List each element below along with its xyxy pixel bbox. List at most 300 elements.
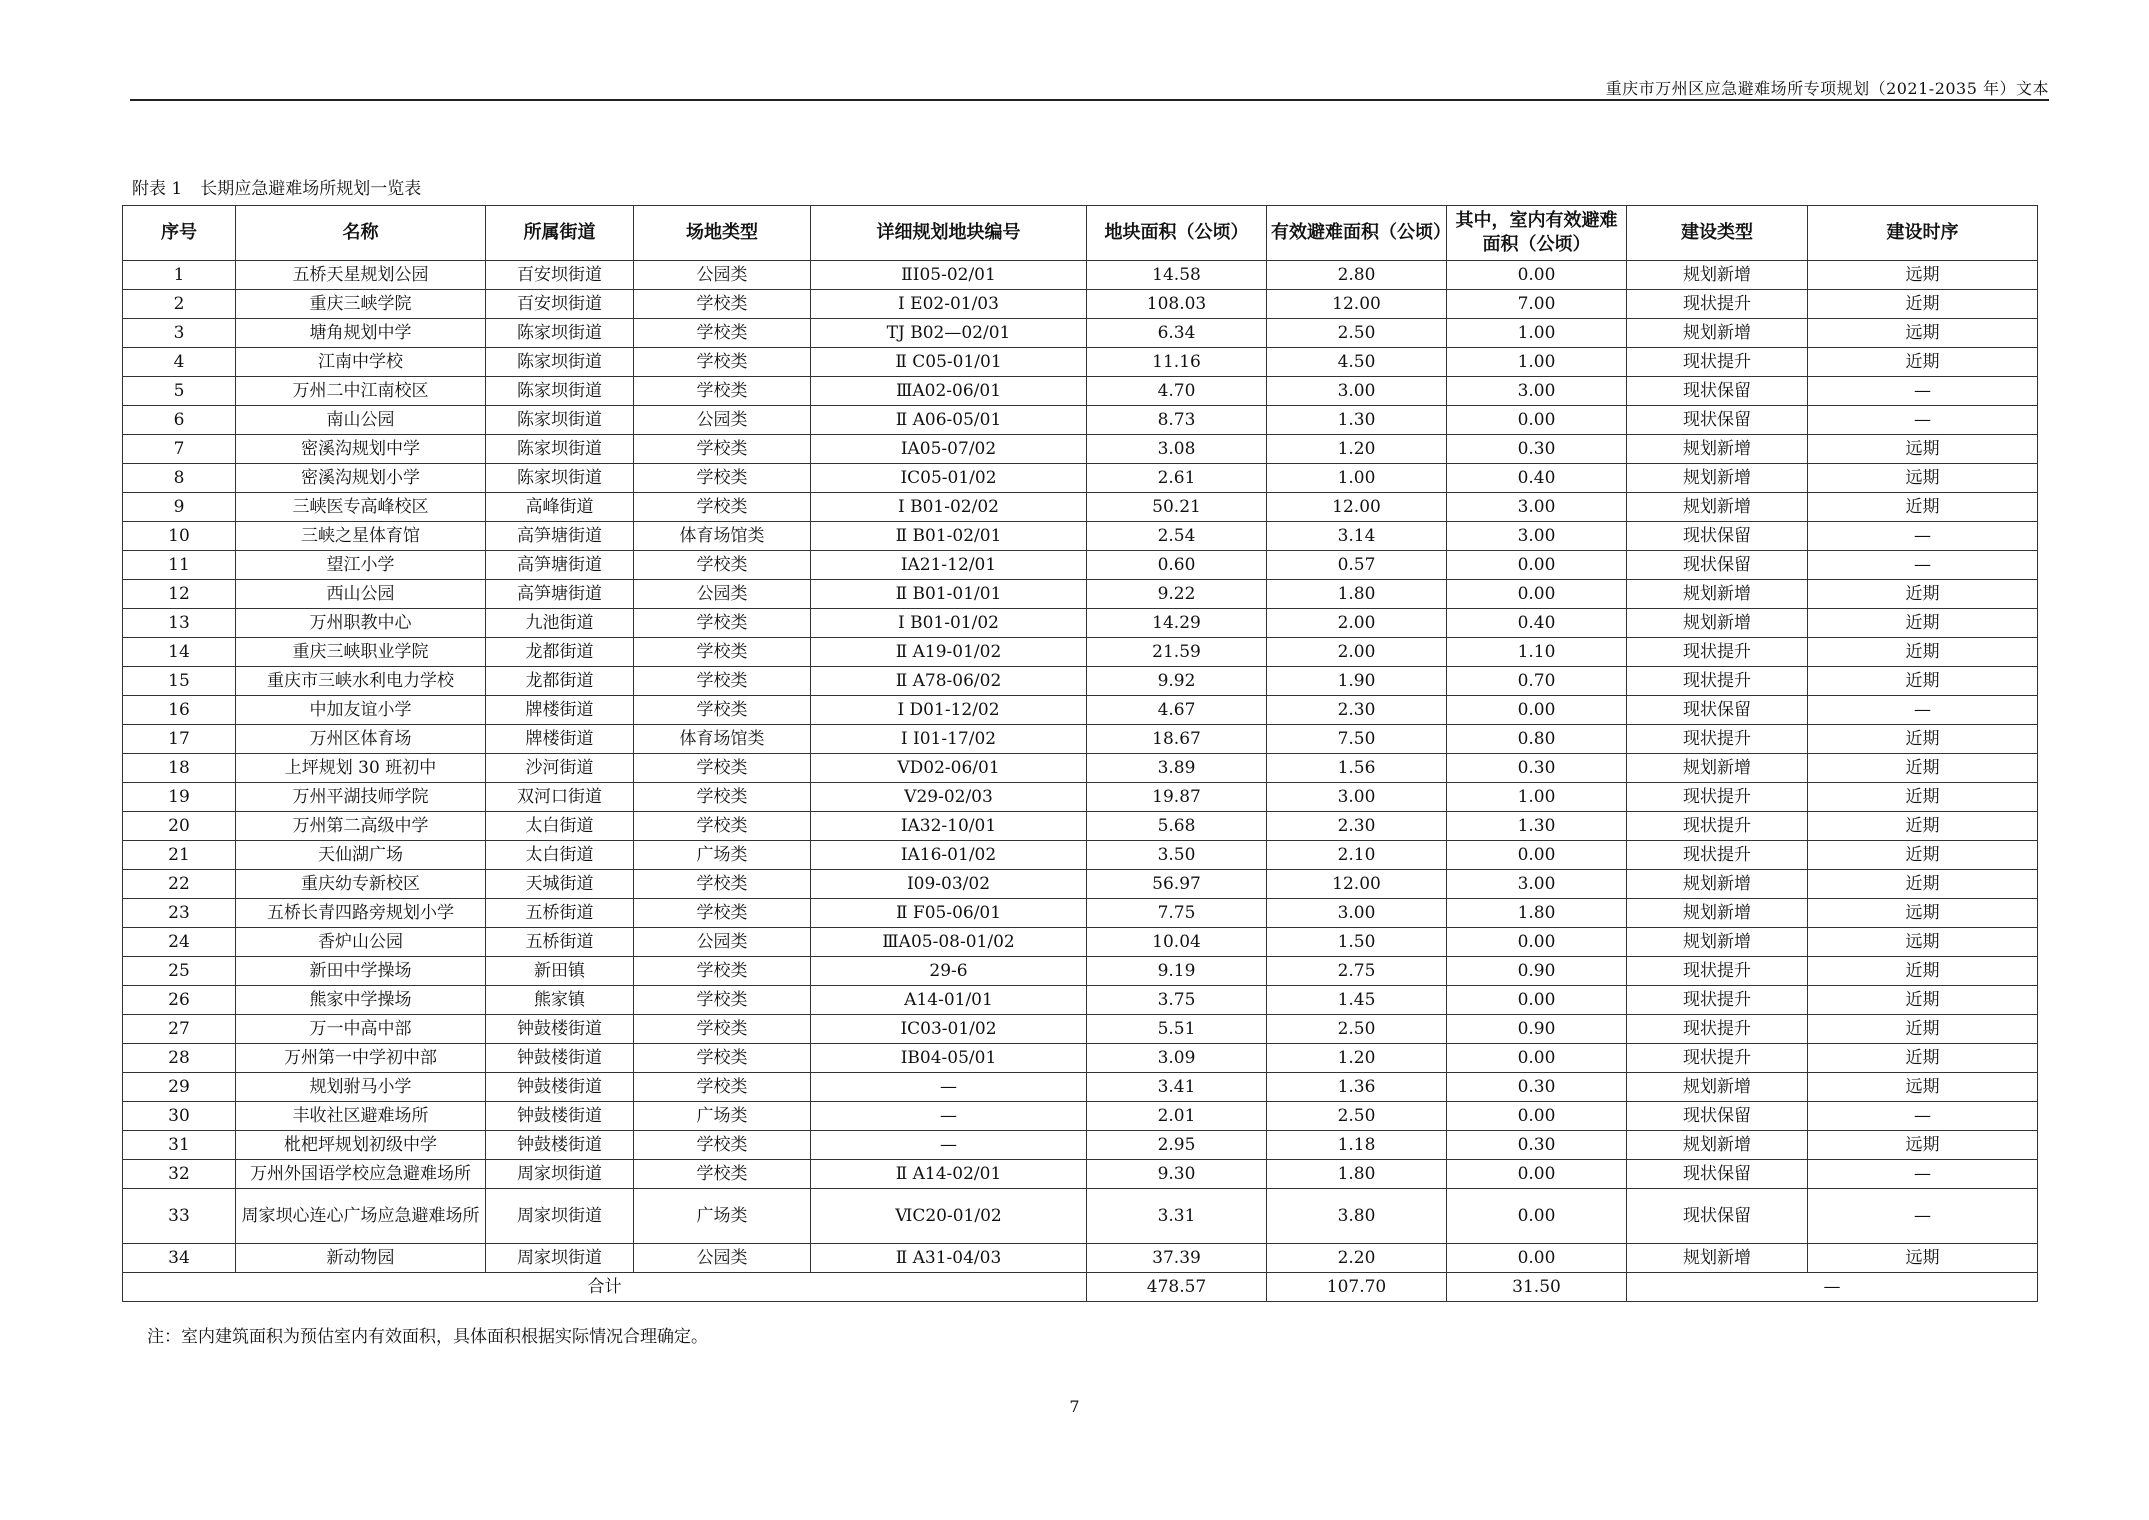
column-header: 名称	[236, 206, 486, 261]
plot-area-cell: 2.54	[1087, 522, 1267, 551]
plot-code-cell: Ⅴ29-02/03	[811, 783, 1087, 812]
indoor-area-cell: 0.70	[1447, 667, 1627, 696]
row-index-cell: 12	[123, 580, 236, 609]
construction-phase-cell: —	[1808, 1102, 2038, 1131]
site-name-cell: 万州区体育场	[236, 725, 486, 754]
indoor-area-cell: 0.00	[1447, 986, 1627, 1015]
construction-type-cell: 规划新增	[1627, 899, 1808, 928]
plot-code-cell: Ⅱ A78-06/02	[811, 667, 1087, 696]
column-header: 地块面积（公顷）	[1087, 206, 1267, 261]
indoor-area-cell: 0.00	[1447, 696, 1627, 725]
row-index-cell: 11	[123, 551, 236, 580]
subdistrict-cell: 牌楼街道	[486, 696, 634, 725]
effective-area-cell: 2.50	[1267, 1102, 1447, 1131]
construction-type-cell: 现状提升	[1627, 1015, 1808, 1044]
indoor-area-cell: 0.40	[1447, 464, 1627, 493]
effective-area-cell: 1.90	[1267, 667, 1447, 696]
indoor-area-cell: 0.00	[1447, 1102, 1627, 1131]
construction-phase-cell: 近期	[1808, 986, 2038, 1015]
construction-phase-cell: 远期	[1808, 435, 2038, 464]
effective-area-cell: 2.30	[1267, 696, 1447, 725]
construction-type-cell: 现状保留	[1627, 696, 1808, 725]
row-index-cell: 18	[123, 754, 236, 783]
construction-phase-cell: 近期	[1808, 754, 2038, 783]
subdistrict-cell: 陈家坝街道	[486, 464, 634, 493]
site-type-cell: 学校类	[634, 609, 811, 638]
construction-phase-cell: 近期	[1808, 957, 2038, 986]
row-index-cell: 33	[123, 1189, 236, 1244]
site-name-cell: 望江小学	[236, 551, 486, 580]
totals-label: 合计	[123, 1273, 1087, 1302]
indoor-area-cell: 0.00	[1447, 841, 1627, 870]
table-row	[123, 725, 2038, 754]
site-name-cell: 塘角规划中学	[236, 319, 486, 348]
construction-type-cell: 现状提升	[1627, 841, 1808, 870]
plot-code-cell: VD02-06/01	[811, 754, 1087, 783]
indoor-area-cell: 3.00	[1447, 870, 1627, 899]
site-type-cell: 学校类	[634, 812, 811, 841]
plot-code-cell: Ⅰ B01-02/02	[811, 493, 1087, 522]
row-index-cell: 29	[123, 1073, 236, 1102]
subdistrict-cell: 高峰街道	[486, 493, 634, 522]
plot-area-cell: 9.22	[1087, 580, 1267, 609]
construction-type-cell: 规划新增	[1627, 493, 1808, 522]
row-index-cell: 31	[123, 1131, 236, 1160]
row-index-cell: 15	[123, 667, 236, 696]
site-type-cell: 公园类	[634, 406, 811, 435]
table-row	[123, 493, 2038, 522]
site-type-cell: 学校类	[634, 1015, 811, 1044]
plot-area-cell: 4.67	[1087, 696, 1267, 725]
plot-code-cell: Ⅰ D01-12/02	[811, 696, 1087, 725]
subdistrict-cell: 百安坝街道	[486, 290, 634, 319]
effective-area-cell: 4.50	[1267, 348, 1447, 377]
plot-code-cell: —	[811, 1102, 1087, 1131]
site-type-cell: 学校类	[634, 348, 811, 377]
column-header: 建设类型	[1627, 206, 1808, 261]
construction-type-cell: 规划新增	[1627, 609, 1808, 638]
plot-code-cell: IC05-01/02	[811, 464, 1087, 493]
effective-area-cell: 1.18	[1267, 1131, 1447, 1160]
subdistrict-cell: 周家坝街道	[486, 1189, 634, 1244]
site-name-cell: 新动物园	[236, 1244, 486, 1273]
plot-area-cell: 3.08	[1087, 435, 1267, 464]
construction-type-cell: 规划新增	[1627, 580, 1808, 609]
row-index-cell: 28	[123, 1044, 236, 1073]
table-caption-title: 长期应急避难场所规划一览表	[200, 179, 422, 199]
table-row	[123, 261, 2038, 290]
site-type-cell: 学校类	[634, 464, 811, 493]
subdistrict-cell: 龙都街道	[486, 667, 634, 696]
effective-area-cell: 12.00	[1267, 290, 1447, 319]
construction-phase-cell: —	[1808, 406, 2038, 435]
indoor-area-cell: 1.00	[1447, 319, 1627, 348]
site-type-cell: 公园类	[634, 1244, 811, 1273]
site-name-cell: 万州职教中心	[236, 609, 486, 638]
construction-type-cell: 现状提升	[1627, 783, 1808, 812]
indoor-area-cell: 0.30	[1447, 435, 1627, 464]
subdistrict-cell: 陈家坝街道	[486, 319, 634, 348]
table-row	[123, 812, 2038, 841]
construction-type-cell: 现状提升	[1627, 290, 1808, 319]
construction-phase-cell: —	[1808, 1160, 2038, 1189]
effective-area-cell: 2.75	[1267, 957, 1447, 986]
site-name-cell: 天仙湖广场	[236, 841, 486, 870]
table-row	[123, 580, 2038, 609]
site-name-cell: 江南中学校	[236, 348, 486, 377]
column-header: 所属街道	[486, 206, 634, 261]
construction-phase-cell: —	[1808, 696, 2038, 725]
indoor-area-cell: 0.00	[1447, 551, 1627, 580]
site-type-cell: 学校类	[634, 1131, 811, 1160]
table-row	[123, 609, 2038, 638]
site-name-cell: 南山公园	[236, 406, 486, 435]
subdistrict-cell: 钟鼓楼街道	[486, 1073, 634, 1102]
subdistrict-cell: 熊家镇	[486, 986, 634, 1015]
plot-area-cell: 9.19	[1087, 957, 1267, 986]
effective-area-cell: 3.00	[1267, 783, 1447, 812]
effective-area-cell: 1.56	[1267, 754, 1447, 783]
effective-area-cell: 3.80	[1267, 1189, 1447, 1244]
site-name-cell: 密溪沟规划中学	[236, 435, 486, 464]
row-index-cell: 23	[123, 899, 236, 928]
construction-type-cell: 规划新增	[1627, 1073, 1808, 1102]
construction-phase-cell: 远期	[1808, 261, 2038, 290]
table-row	[123, 667, 2038, 696]
column-header: 序号	[123, 206, 236, 261]
effective-area-cell: 1.30	[1267, 406, 1447, 435]
construction-type-cell: 规划新增	[1627, 928, 1808, 957]
totals-effective-area: 107.70	[1267, 1273, 1447, 1302]
plot-code-cell: IA32-10/01	[811, 812, 1087, 841]
subdistrict-cell: 陈家坝街道	[486, 435, 634, 464]
row-index-cell: 34	[123, 1244, 236, 1273]
table-row	[123, 1015, 2038, 1044]
plot-area-cell: 21.59	[1087, 638, 1267, 667]
site-type-cell: 学校类	[634, 957, 811, 986]
construction-type-cell: 规划新增	[1627, 754, 1808, 783]
indoor-area-cell: 0.00	[1447, 406, 1627, 435]
construction-phase-cell: 近期	[1808, 841, 2038, 870]
indoor-area-cell: 0.00	[1447, 1044, 1627, 1073]
effective-area-cell: 1.20	[1267, 1044, 1447, 1073]
table-row	[123, 1044, 2038, 1073]
construction-type-cell: 现状保留	[1627, 377, 1808, 406]
row-index-cell: 21	[123, 841, 236, 870]
site-name-cell: 重庆三峡职业学院	[236, 638, 486, 667]
plot-area-cell: 3.31	[1087, 1189, 1267, 1244]
table-row	[123, 754, 2038, 783]
site-name-cell: 三峡之星体育馆	[236, 522, 486, 551]
row-index-cell: 17	[123, 725, 236, 754]
header-divider	[130, 99, 2049, 101]
construction-phase-cell: 近期	[1808, 812, 2038, 841]
site-name-cell: 万州第二高级中学	[236, 812, 486, 841]
subdistrict-cell: 高笋塘街道	[486, 580, 634, 609]
plot-code-cell: Ⅰ E02-01/03	[811, 290, 1087, 319]
effective-area-cell: 3.00	[1267, 377, 1447, 406]
column-header: 场地类型	[634, 206, 811, 261]
subdistrict-cell: 钟鼓楼街道	[486, 1015, 634, 1044]
construction-phase-cell: 近期	[1808, 609, 2038, 638]
subdistrict-cell: 太白街道	[486, 841, 634, 870]
site-name-cell: 香炉山公园	[236, 928, 486, 957]
site-name-cell: 丰收社区避难场所	[236, 1102, 486, 1131]
row-index-cell: 7	[123, 435, 236, 464]
plot-code-cell: IA21-12/01	[811, 551, 1087, 580]
subdistrict-cell: 沙河街道	[486, 754, 634, 783]
table-row	[123, 957, 2038, 986]
effective-area-cell: 1.80	[1267, 1160, 1447, 1189]
construction-type-cell: 规划新增	[1627, 319, 1808, 348]
construction-type-cell: 现状提升	[1627, 725, 1808, 754]
construction-type-cell: 现状保留	[1627, 551, 1808, 580]
plot-area-cell: 9.30	[1087, 1160, 1267, 1189]
plot-area-cell: 2.01	[1087, 1102, 1267, 1131]
table-row	[123, 696, 2038, 725]
construction-type-cell: 现状提升	[1627, 812, 1808, 841]
site-name-cell: 枇杷坪规划初级中学	[236, 1131, 486, 1160]
construction-type-cell: 规划新增	[1627, 435, 1808, 464]
table-row	[123, 348, 2038, 377]
site-name-cell: 万州第一中学初中部	[236, 1044, 486, 1073]
indoor-area-cell: 7.00	[1447, 290, 1627, 319]
row-index-cell: 5	[123, 377, 236, 406]
effective-area-cell: 1.80	[1267, 580, 1447, 609]
table-row	[123, 928, 2038, 957]
plot-area-cell: 3.41	[1087, 1073, 1267, 1102]
row-index-cell: 8	[123, 464, 236, 493]
effective-area-cell: 2.50	[1267, 319, 1447, 348]
indoor-area-cell: 1.30	[1447, 812, 1627, 841]
plot-code-cell: Ⅰ B01-01/02	[811, 609, 1087, 638]
indoor-area-cell: 0.30	[1447, 1073, 1627, 1102]
plot-area-cell: 5.51	[1087, 1015, 1267, 1044]
subdistrict-cell: 陈家坝街道	[486, 406, 634, 435]
construction-phase-cell: 远期	[1808, 464, 2038, 493]
site-type-cell: 学校类	[634, 1160, 811, 1189]
plot-code-cell: TJ B02—02/01	[811, 319, 1087, 348]
site-type-cell: 学校类	[634, 377, 811, 406]
table-row	[123, 841, 2038, 870]
plot-area-cell: 3.75	[1087, 986, 1267, 1015]
table-caption-label: 附表 1	[132, 179, 183, 199]
plot-code-cell: Ⅱ A19-01/02	[811, 638, 1087, 667]
page-number: 7	[1069, 1397, 1080, 1416]
table-row	[123, 870, 2038, 899]
site-type-cell: 学校类	[634, 290, 811, 319]
effective-area-cell: 7.50	[1267, 725, 1447, 754]
row-index-cell: 1	[123, 261, 236, 290]
construction-type-cell: 现状保留	[1627, 522, 1808, 551]
construction-type-cell: 现状提升	[1627, 638, 1808, 667]
site-name-cell: 重庆三峡学院	[236, 290, 486, 319]
construction-type-cell: 规划新增	[1627, 261, 1808, 290]
site-type-cell: 学校类	[634, 638, 811, 667]
column-header: 其中，室内有效避难面积（公顷）	[1447, 206, 1627, 261]
plot-code-cell: —	[811, 1131, 1087, 1160]
indoor-area-cell: 0.00	[1447, 1244, 1627, 1273]
subdistrict-cell: 天城街道	[486, 870, 634, 899]
construction-phase-cell: 近期	[1808, 1015, 2038, 1044]
row-index-cell: 22	[123, 870, 236, 899]
plot-code-cell: Ⅱ B01-02/01	[811, 522, 1087, 551]
site-name-cell: 上坪规划 30 班初中	[236, 754, 486, 783]
plot-area-cell: 19.87	[1087, 783, 1267, 812]
table-body	[123, 261, 2038, 1273]
site-name-cell: 重庆幼专新校区	[236, 870, 486, 899]
plot-area-cell: 108.03	[1087, 290, 1267, 319]
totals-indoor-area: 31.50	[1447, 1273, 1627, 1302]
table-row	[123, 290, 2038, 319]
totals-rest: —	[1627, 1273, 2038, 1302]
site-name-cell: 周家坝心连心广场应急避难场所	[236, 1189, 486, 1244]
row-index-cell: 16	[123, 696, 236, 725]
plot-code-cell: IA16-01/02	[811, 841, 1087, 870]
construction-phase-cell: 近期	[1808, 725, 2038, 754]
site-name-cell: 新田中学操场	[236, 957, 486, 986]
effective-area-cell: 1.36	[1267, 1073, 1447, 1102]
table-row	[123, 319, 2038, 348]
construction-type-cell: 现状保留	[1627, 1102, 1808, 1131]
effective-area-cell: 2.80	[1267, 261, 1447, 290]
indoor-area-cell: 1.00	[1447, 348, 1627, 377]
site-type-cell: 学校类	[634, 899, 811, 928]
construction-type-cell: 规划新增	[1627, 464, 1808, 493]
construction-phase-cell: 远期	[1808, 319, 2038, 348]
plot-code-cell: Ⅰ I01-17/02	[811, 725, 1087, 754]
site-name-cell: 万州外国语学校应急避难场所	[236, 1160, 486, 1189]
effective-area-cell: 1.00	[1267, 464, 1447, 493]
table-row	[123, 986, 2038, 1015]
construction-phase-cell: 远期	[1808, 1073, 2038, 1102]
subdistrict-cell: 九池街道	[486, 609, 634, 638]
construction-phase-cell: —	[1808, 377, 2038, 406]
effective-area-cell: 2.00	[1267, 638, 1447, 667]
indoor-area-cell: 0.00	[1447, 1189, 1627, 1244]
subdistrict-cell: 陈家坝街道	[486, 377, 634, 406]
effective-area-cell: 12.00	[1267, 493, 1447, 522]
plot-area-cell: 50.21	[1087, 493, 1267, 522]
table-row	[123, 1073, 2038, 1102]
site-name-cell: 西山公园	[236, 580, 486, 609]
site-type-cell: 学校类	[634, 319, 811, 348]
table-header-row	[123, 206, 2038, 261]
indoor-area-cell: 1.10	[1447, 638, 1627, 667]
construction-phase-cell: 远期	[1808, 1131, 2038, 1160]
table-row	[123, 1160, 2038, 1189]
subdistrict-cell: 双河口街道	[486, 783, 634, 812]
table-caption	[132, 174, 421, 199]
site-type-cell: 学校类	[634, 870, 811, 899]
site-type-cell: 学校类	[634, 1044, 811, 1073]
plot-area-cell: 5.68	[1087, 812, 1267, 841]
site-type-cell: 学校类	[634, 986, 811, 1015]
row-index-cell: 6	[123, 406, 236, 435]
site-name-cell: 中加友谊小学	[236, 696, 486, 725]
row-index-cell: 25	[123, 957, 236, 986]
construction-phase-cell: —	[1808, 522, 2038, 551]
indoor-area-cell: 0.00	[1447, 261, 1627, 290]
table-footnote: 注：室内建筑面积为预估室内有效面积，具体面积根据实际情况合理确定。	[147, 1327, 708, 1347]
construction-phase-cell: 近期	[1808, 348, 2038, 377]
site-type-cell: 广场类	[634, 1189, 811, 1244]
subdistrict-cell: 周家坝街道	[486, 1244, 634, 1273]
table-row	[123, 638, 2038, 667]
construction-phase-cell: —	[1808, 551, 2038, 580]
effective-area-cell: 3.14	[1267, 522, 1447, 551]
table-row	[123, 435, 2038, 464]
table-row	[123, 1189, 2038, 1244]
construction-type-cell: 现状保留	[1627, 1189, 1808, 1244]
running-header: 重庆市万州区应急避难场所专项规划（2021-2035 年）文本	[1605, 79, 2049, 98]
construction-type-cell: 现状提升	[1627, 667, 1808, 696]
row-index-cell: 32	[123, 1160, 236, 1189]
plot-code-cell: IA05-07/02	[811, 435, 1087, 464]
plot-code-cell: I09-03/02	[811, 870, 1087, 899]
construction-type-cell: 规划新增	[1627, 1244, 1808, 1273]
site-type-cell: 学校类	[634, 493, 811, 522]
indoor-area-cell: 0.00	[1447, 580, 1627, 609]
subdistrict-cell: 钟鼓楼街道	[486, 1131, 634, 1160]
plot-area-cell: 56.97	[1087, 870, 1267, 899]
subdistrict-cell: 新田镇	[486, 957, 634, 986]
plot-area-cell: 0.60	[1087, 551, 1267, 580]
indoor-area-cell: 3.00	[1447, 522, 1627, 551]
site-type-cell: 学校类	[634, 435, 811, 464]
indoor-area-cell: 0.90	[1447, 1015, 1627, 1044]
site-name-cell: 万州二中江南校区	[236, 377, 486, 406]
plot-code-cell: Ⅱ A31-04/03	[811, 1244, 1087, 1273]
effective-area-cell: 3.00	[1267, 899, 1447, 928]
site-type-cell: 学校类	[634, 667, 811, 696]
site-name-cell: 五桥长青四路旁规划小学	[236, 899, 486, 928]
plot-code-cell: IC03-01/02	[811, 1015, 1087, 1044]
plot-area-cell: 9.92	[1087, 667, 1267, 696]
plot-area-cell: 18.67	[1087, 725, 1267, 754]
subdistrict-cell: 太白街道	[486, 812, 634, 841]
construction-phase-cell: 近期	[1808, 493, 2038, 522]
site-name-cell: 万一中高中部	[236, 1015, 486, 1044]
effective-area-cell: 1.20	[1267, 435, 1447, 464]
row-index-cell: 2	[123, 290, 236, 319]
construction-phase-cell: —	[1808, 1189, 2038, 1244]
totals-plot-area: 478.57	[1087, 1273, 1267, 1302]
effective-area-cell: 2.30	[1267, 812, 1447, 841]
plot-area-cell: 11.16	[1087, 348, 1267, 377]
site-type-cell: 学校类	[634, 551, 811, 580]
table-row	[123, 464, 2038, 493]
table-row	[123, 1102, 2038, 1131]
construction-phase-cell: 近期	[1808, 667, 2038, 696]
row-index-cell: 14	[123, 638, 236, 667]
plot-area-cell: 2.95	[1087, 1131, 1267, 1160]
column-header: 详细规划地块编号	[811, 206, 1087, 261]
table-row	[123, 377, 2038, 406]
row-index-cell: 26	[123, 986, 236, 1015]
subdistrict-cell: 百安坝街道	[486, 261, 634, 290]
site-name-cell: 熊家中学操场	[236, 986, 486, 1015]
row-index-cell: 30	[123, 1102, 236, 1131]
row-index-cell: 9	[123, 493, 236, 522]
indoor-area-cell: 3.00	[1447, 493, 1627, 522]
row-index-cell: 3	[123, 319, 236, 348]
construction-phase-cell: 近期	[1808, 638, 2038, 667]
plot-code-cell: Ⅱ F05-06/01	[811, 899, 1087, 928]
plot-code-cell: ⅡI05-02/01	[811, 261, 1087, 290]
subdistrict-cell: 钟鼓楼街道	[486, 1102, 634, 1131]
site-name-cell: 规划驸马小学	[236, 1073, 486, 1102]
